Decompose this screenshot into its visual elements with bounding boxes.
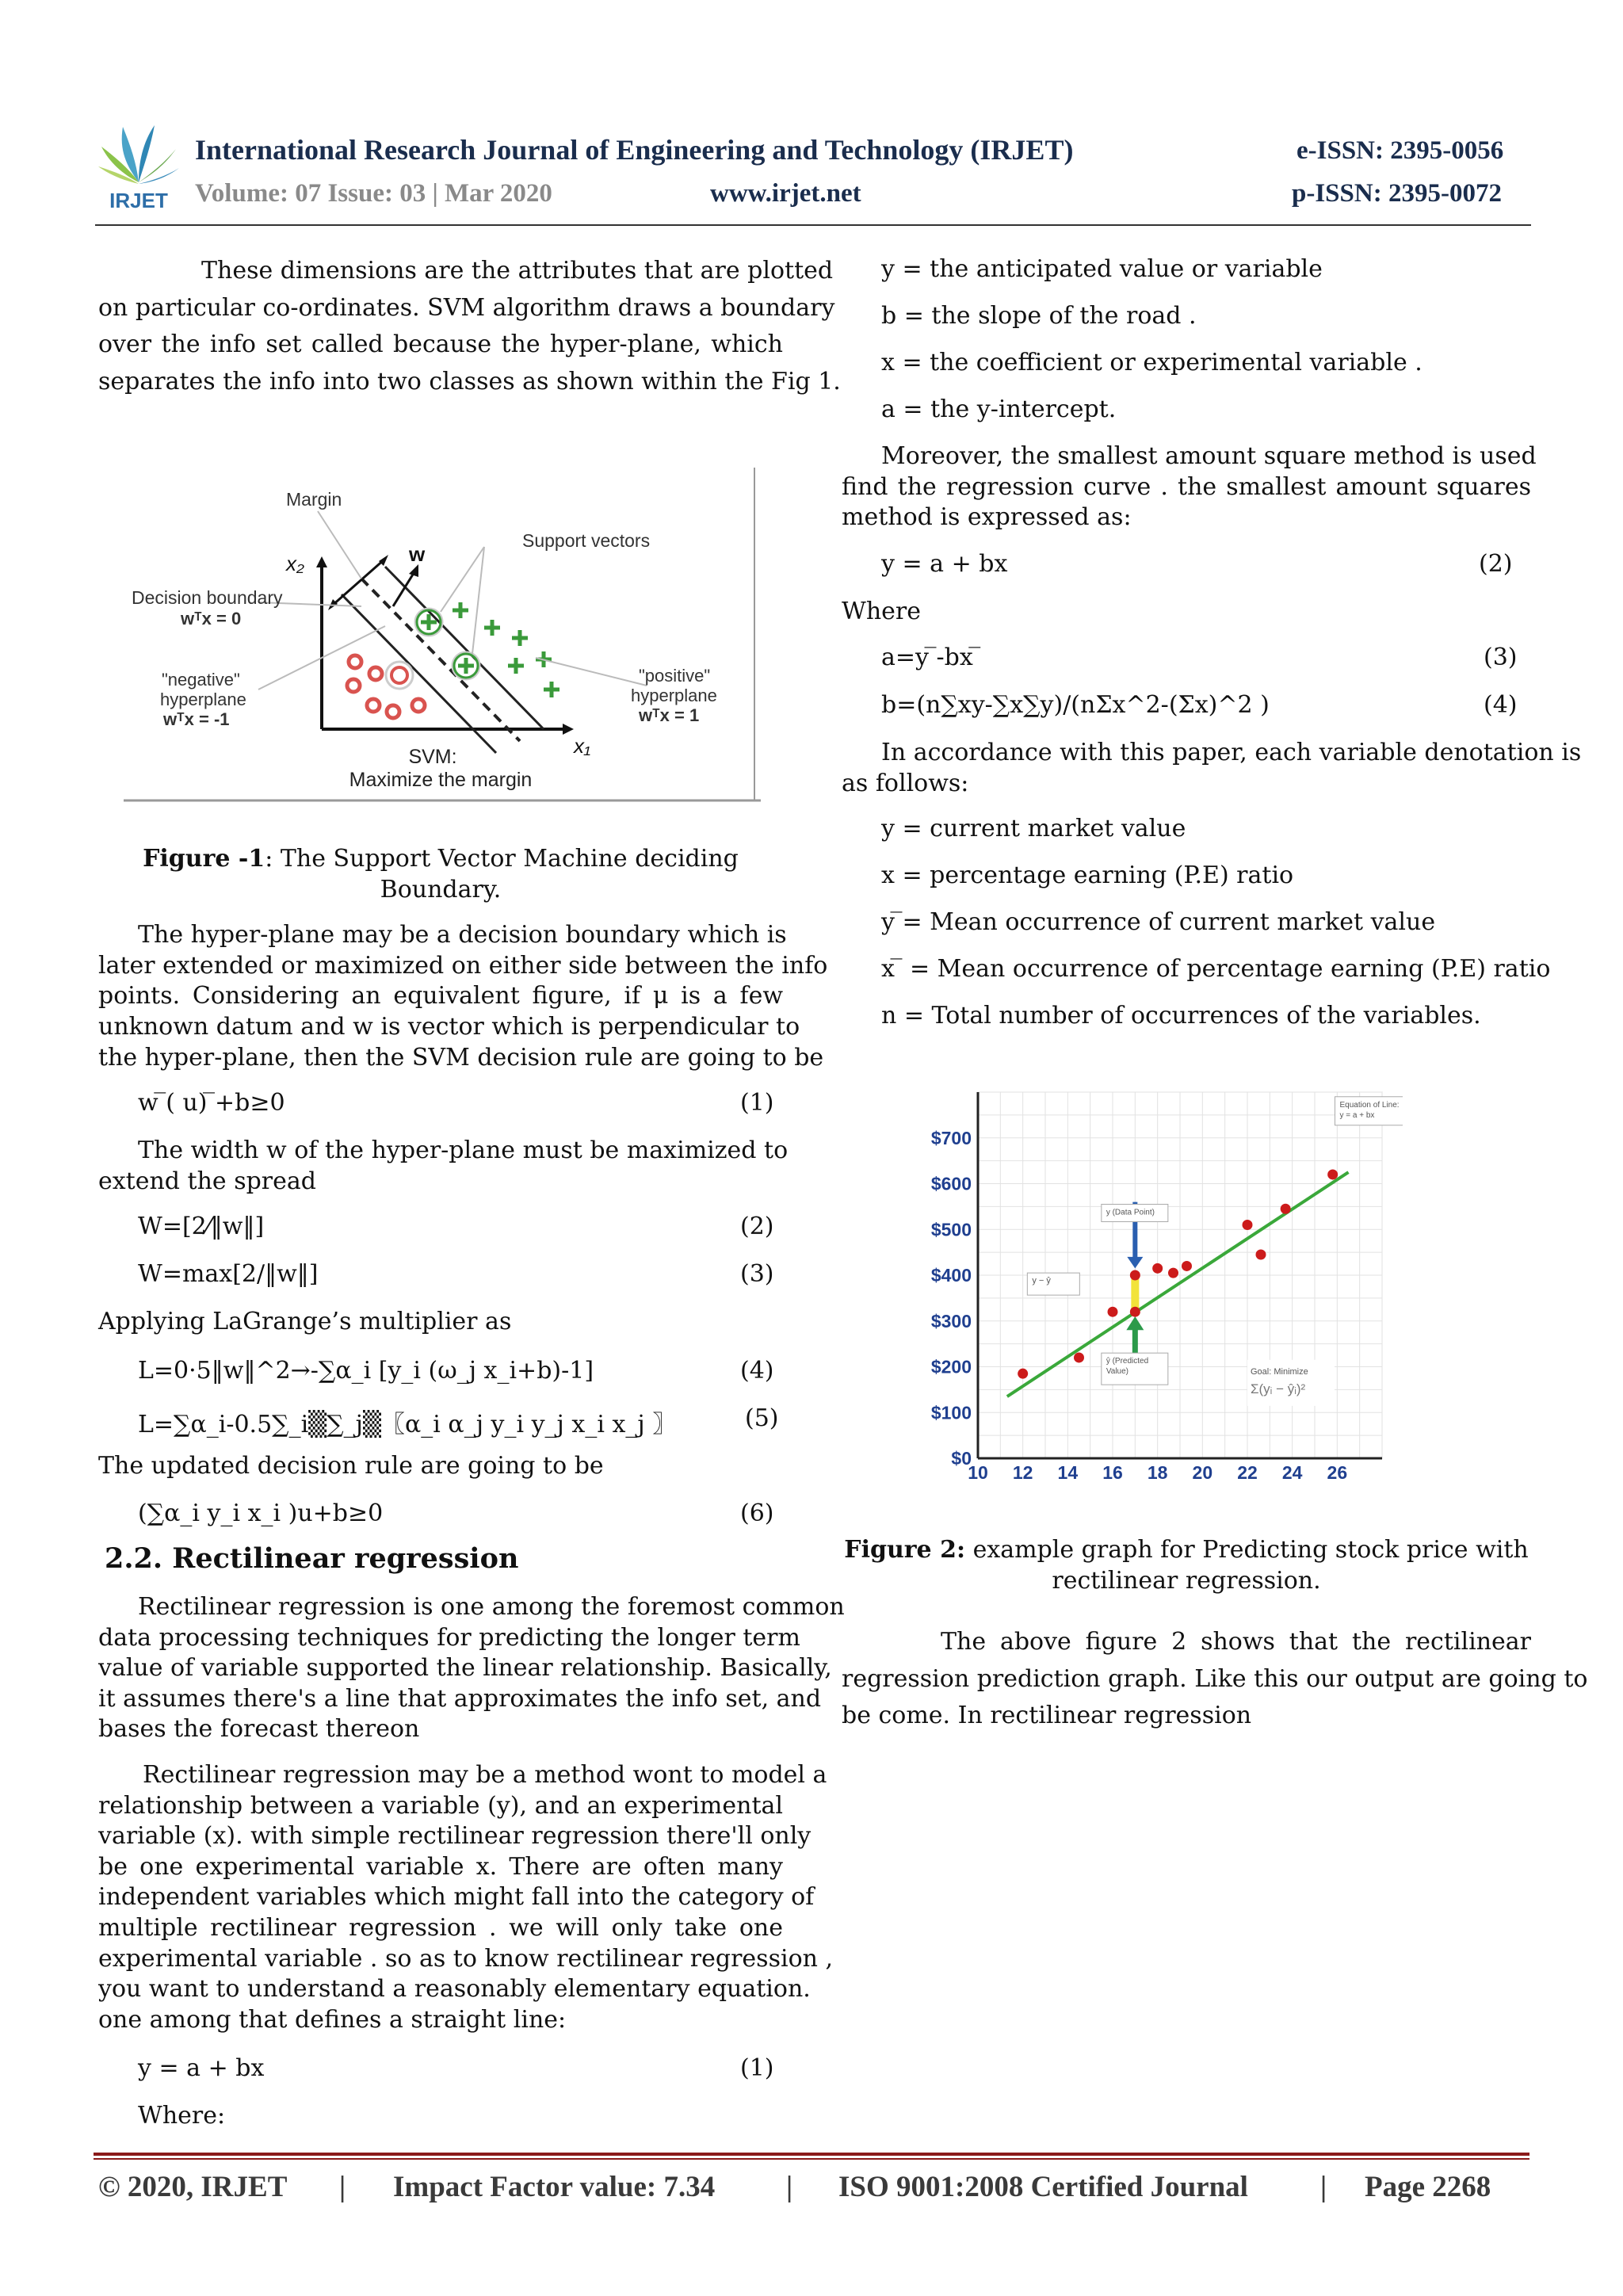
equation-5: L=∑α_i-0.5∑_i▒∑_j▒〖α_i α_j y_i y_j x_i x_j 〗 (138, 1411, 677, 1438)
list-item: x = the coefficient or experimental variable . (881, 349, 1423, 376)
svg-text:SVM:: SVM: (408, 746, 457, 768)
text-line: separates the info into two classes as shown within the Fig 1. (98, 367, 841, 395)
footer-impact-factor: Impact Factor value: 7.34 (393, 2171, 716, 2203)
text-line: relationship between a variable (y), and an experimental (98, 1791, 783, 1820)
y-tick-label: $500 (930, 1219, 972, 1240)
text-line: the hyper-plane, then the SVM decision rule are going to be (98, 1043, 824, 1072)
text-line: Rectilinear regression may be a method wont to model a (143, 1761, 827, 1789)
list-item: n = Total number of occurrences of the variables. (881, 1002, 1481, 1030)
svg-text:wᵀx = 0: wᵀx = 0 (181, 609, 242, 628)
equation-6: (∑α_i y_i x_i )u+b≥0 (138, 1499, 384, 1527)
equation-a: a=y ̅-bx ̅ (881, 644, 981, 671)
support-vectors-label: Support vectors (522, 530, 651, 551)
svg-text:Maximize the margin: Maximize the margin (349, 769, 533, 791)
equation-y-left: y = a + bx (138, 2054, 265, 2082)
data-point (1074, 1352, 1084, 1362)
journal-title: International Research Journal of Engineering and Technology (IRJET) (195, 134, 1074, 166)
text-line: extend the spread (98, 1167, 316, 1195)
svg-text:"negative": "negative" (162, 670, 240, 690)
residual-box-text: y − ŷ (1032, 1276, 1051, 1286)
x-tick-label: 12 (1012, 1462, 1033, 1483)
data-point (1168, 1268, 1178, 1278)
margin-label: Margin (286, 489, 342, 510)
text-line: bases the forecast thereon (98, 1715, 420, 1743)
data-point-box-text: y (Data Point) (1106, 1208, 1155, 1217)
list-item: a = the y-intercept. (881, 395, 1117, 423)
goal-label: Goal: Minimize (1251, 1366, 1308, 1377)
where-label-right: Where (842, 598, 922, 625)
equation-b-number: (4) (1484, 691, 1518, 719)
text-line: find the regression curve . the smallest amount squares (842, 472, 1531, 501)
text-line: experimental variable . so as to know rectilinear regression , (98, 1944, 834, 1973)
svg-text:"positive": "positive" (639, 666, 711, 686)
lagrange-text: Applying LaGrange’s multiplier as (98, 1308, 512, 1335)
text-line: Rectilinear regression is one among the foremost common (138, 1593, 845, 1621)
x-tick-label: 18 (1147, 1462, 1168, 1483)
section-heading-2-2: 2.2. Rectilinear regression (105, 1542, 519, 1575)
text-line: variable (x). with simple rectilinear regression there'll only (98, 1822, 812, 1851)
footer-rule (94, 2153, 1529, 2156)
text-line: data processing techniques for predicting the longer term (98, 1623, 800, 1652)
data-point (1018, 1369, 1028, 1379)
x-tick-label: 10 (968, 1462, 988, 1483)
svg-text:x₂: x₂ (286, 552, 304, 575)
journal-website[interactable]: www.irjet.net (710, 179, 861, 208)
y-tick-label: $0 (951, 1448, 972, 1469)
text-line: Moreover, the smallest amount square method is used (881, 442, 1537, 470)
y-tick-label: $400 (930, 1265, 972, 1286)
text-line: you want to understand a reasonably elementary equation. (98, 1975, 811, 2004)
svg-text:hyperplane: hyperplane (631, 686, 717, 705)
volume-issue: Volume: 07 Issue: 03 | Mar 2020 (195, 179, 552, 208)
text-line: on particular co-ordinates. SVM algorithm draws a boundary (98, 293, 835, 322)
data-point (1182, 1261, 1192, 1271)
list-item: y ̅= Mean occurrence of current market value (881, 908, 1436, 936)
x-tick-label: 16 (1102, 1462, 1123, 1483)
data-point (1243, 1220, 1253, 1230)
residual-bar (1131, 1279, 1139, 1311)
text-line: value of variable supported the linear relationship. Basically, (98, 1654, 832, 1682)
y-tick-label: $700 (930, 1127, 972, 1148)
figure-1-svm-diagram (124, 468, 761, 807)
x-tick-label: 20 (1192, 1462, 1213, 1483)
text-line: In accordance with this paper, each variable denotation is (881, 739, 1582, 766)
list-item: y = current market value (881, 815, 1186, 842)
predicted-box-text: ŷ (Predicted (1106, 1357, 1149, 1366)
equation-3: W=max⁡[2/‖w‖] (138, 1260, 319, 1288)
figure-2-regression-chart (911, 1086, 1403, 1490)
p-issn: p-ISSN: 2395-0072 (1292, 179, 1502, 208)
y-tick-label: $100 (930, 1402, 972, 1423)
equation-b: b=(n∑xy-∑x∑y)/(nΣx^2-(Σx)^2 ) (881, 691, 1270, 719)
equation-3-number: (3) (740, 1260, 774, 1288)
footer-rule-thin (94, 2158, 1529, 2160)
text-line: be one experimental variable x. There are often many (98, 1852, 783, 1881)
x-tick-label: 14 (1057, 1462, 1079, 1483)
svg-text:x₁: x₁ (574, 734, 591, 758)
data-point (1256, 1250, 1266, 1260)
decision-boundary-label: Decision boundary (132, 587, 283, 608)
equation-1-number: (1) (740, 1089, 774, 1117)
list-item: y = the anticipated value or variable (881, 255, 1323, 283)
equation-y-right-number: (2) (1479, 550, 1513, 578)
where-label-left: Where: (138, 2102, 226, 2130)
x-tick-label: 24 (1281, 1462, 1303, 1483)
data-point (1130, 1270, 1140, 1281)
list-item: b = the slope of the road . (881, 302, 1197, 330)
e-issn: e-ISSN: 2395-0056 (1296, 136, 1504, 165)
equation-2-number: (2) (740, 1213, 774, 1240)
text-line: These dimensions are the attributes that are plotted (201, 257, 834, 285)
svg-text:w: w (409, 542, 426, 566)
text-line: one among that defines a straight line: (98, 2005, 567, 2034)
data-point (1130, 1307, 1140, 1317)
data-point (1152, 1263, 1163, 1274)
text-line: multiple rectilinear regression . we will only take one (98, 1914, 783, 1942)
data-point (1327, 1169, 1338, 1179)
text-line: The hyper-plane may be a decision boundary which is (138, 921, 787, 949)
figure-1-caption: Figure -1: The Support Vector Machine deciding Boundary. (143, 845, 739, 904)
text-line: be come. In rectilinear regression (842, 1702, 1252, 1729)
equation-y-right: y = a + bx (881, 550, 1008, 578)
equation-box-text: y = a + bx (1339, 1110, 1375, 1120)
text-line: it assumes there's a line that approximates the info set, and (98, 1684, 822, 1713)
footer-separator: | (786, 2171, 793, 2203)
equation-a-number: (3) (1484, 644, 1518, 671)
text-line: as follows: (842, 770, 969, 797)
goal-equation: Σ(yᵢ − ŷᵢ)² (1251, 1381, 1306, 1396)
footer-separator: | (1320, 2171, 1327, 2203)
irjet-logo (95, 119, 182, 214)
text-line: The above figure 2 shows that the rectilinear (941, 1628, 1531, 1656)
y-tick-label: $300 (930, 1310, 972, 1331)
x-tick-label: 26 (1327, 1462, 1348, 1483)
y-tick-label: $200 (930, 1356, 972, 1377)
equation-4-number: (4) (740, 1357, 774, 1385)
svg-text:wᵀx = -1: wᵀx = -1 (163, 709, 230, 729)
footer-separator: | (339, 2171, 346, 2203)
logo-leaves-icon (95, 119, 182, 214)
list-item: x ̅ = Mean occurrence of percentage earning (P.E) ratio (881, 955, 1551, 983)
equation-y-left-number: (1) (740, 2054, 774, 2082)
footer-iso: ISO 9001:2008 Certified Journal (838, 2171, 1248, 2203)
logo-text: IRJET (109, 189, 168, 212)
equation-2: W=[2⁄‖w‖] (138, 1213, 265, 1240)
text-line: The width w of the hyper-plane must be maximized to (138, 1137, 789, 1164)
header-rule (95, 224, 1531, 226)
text-line: method is expressed as: (842, 503, 1132, 532)
decision-boundary (361, 579, 520, 741)
text-line: unknown datum and w is vector which is perpendicular to (98, 1013, 800, 1041)
data-point (1108, 1307, 1118, 1317)
x-tick-label: 22 (1237, 1462, 1258, 1483)
equation-6-number: (6) (740, 1499, 774, 1527)
list-item: x = percentage earning (P.E) ratio (881, 861, 1294, 889)
equation-box-text: Equation of Line: (1339, 1100, 1400, 1110)
equation-5-number: (5) (745, 1404, 779, 1432)
predicted-box-text: Value) (1106, 1367, 1129, 1377)
figure-2-caption: Figure 2: example graph for Predicting stock price with rectilinear regression. (844, 1536, 1529, 1595)
equation-1: w ̅( u) ̅+b≥0 (138, 1089, 285, 1117)
text-line: later extended or maximized on either side between the info (98, 951, 828, 980)
text-line: over the info set called because the hyper-plane, which (98, 330, 783, 358)
footer-page-number: Page 2268 (1365, 2171, 1491, 2203)
y-tick-label: $600 (930, 1173, 972, 1194)
positive-hyperplane (385, 567, 544, 729)
footer-copyright: © 2020, IRJET (98, 2171, 288, 2203)
svg-text:hyperplane: hyperplane (160, 690, 246, 709)
text-line: points. Considering an equivalent figure, if μ is a few (98, 982, 783, 1010)
data-point (1281, 1204, 1291, 1214)
text-line: regression prediction graph. Like this our output are going to (842, 1664, 1588, 1693)
svg-text:wᵀx = 1: wᵀx = 1 (639, 705, 700, 725)
updated-rule-text: The updated decision rule are going to be (98, 1452, 604, 1480)
equation-4: L=0·5‖w‖^2→-∑α_i [y_i (ω_j x_i+b)-1] (138, 1357, 594, 1385)
text-line: independent variables which might fall into the category of (98, 1883, 815, 1912)
